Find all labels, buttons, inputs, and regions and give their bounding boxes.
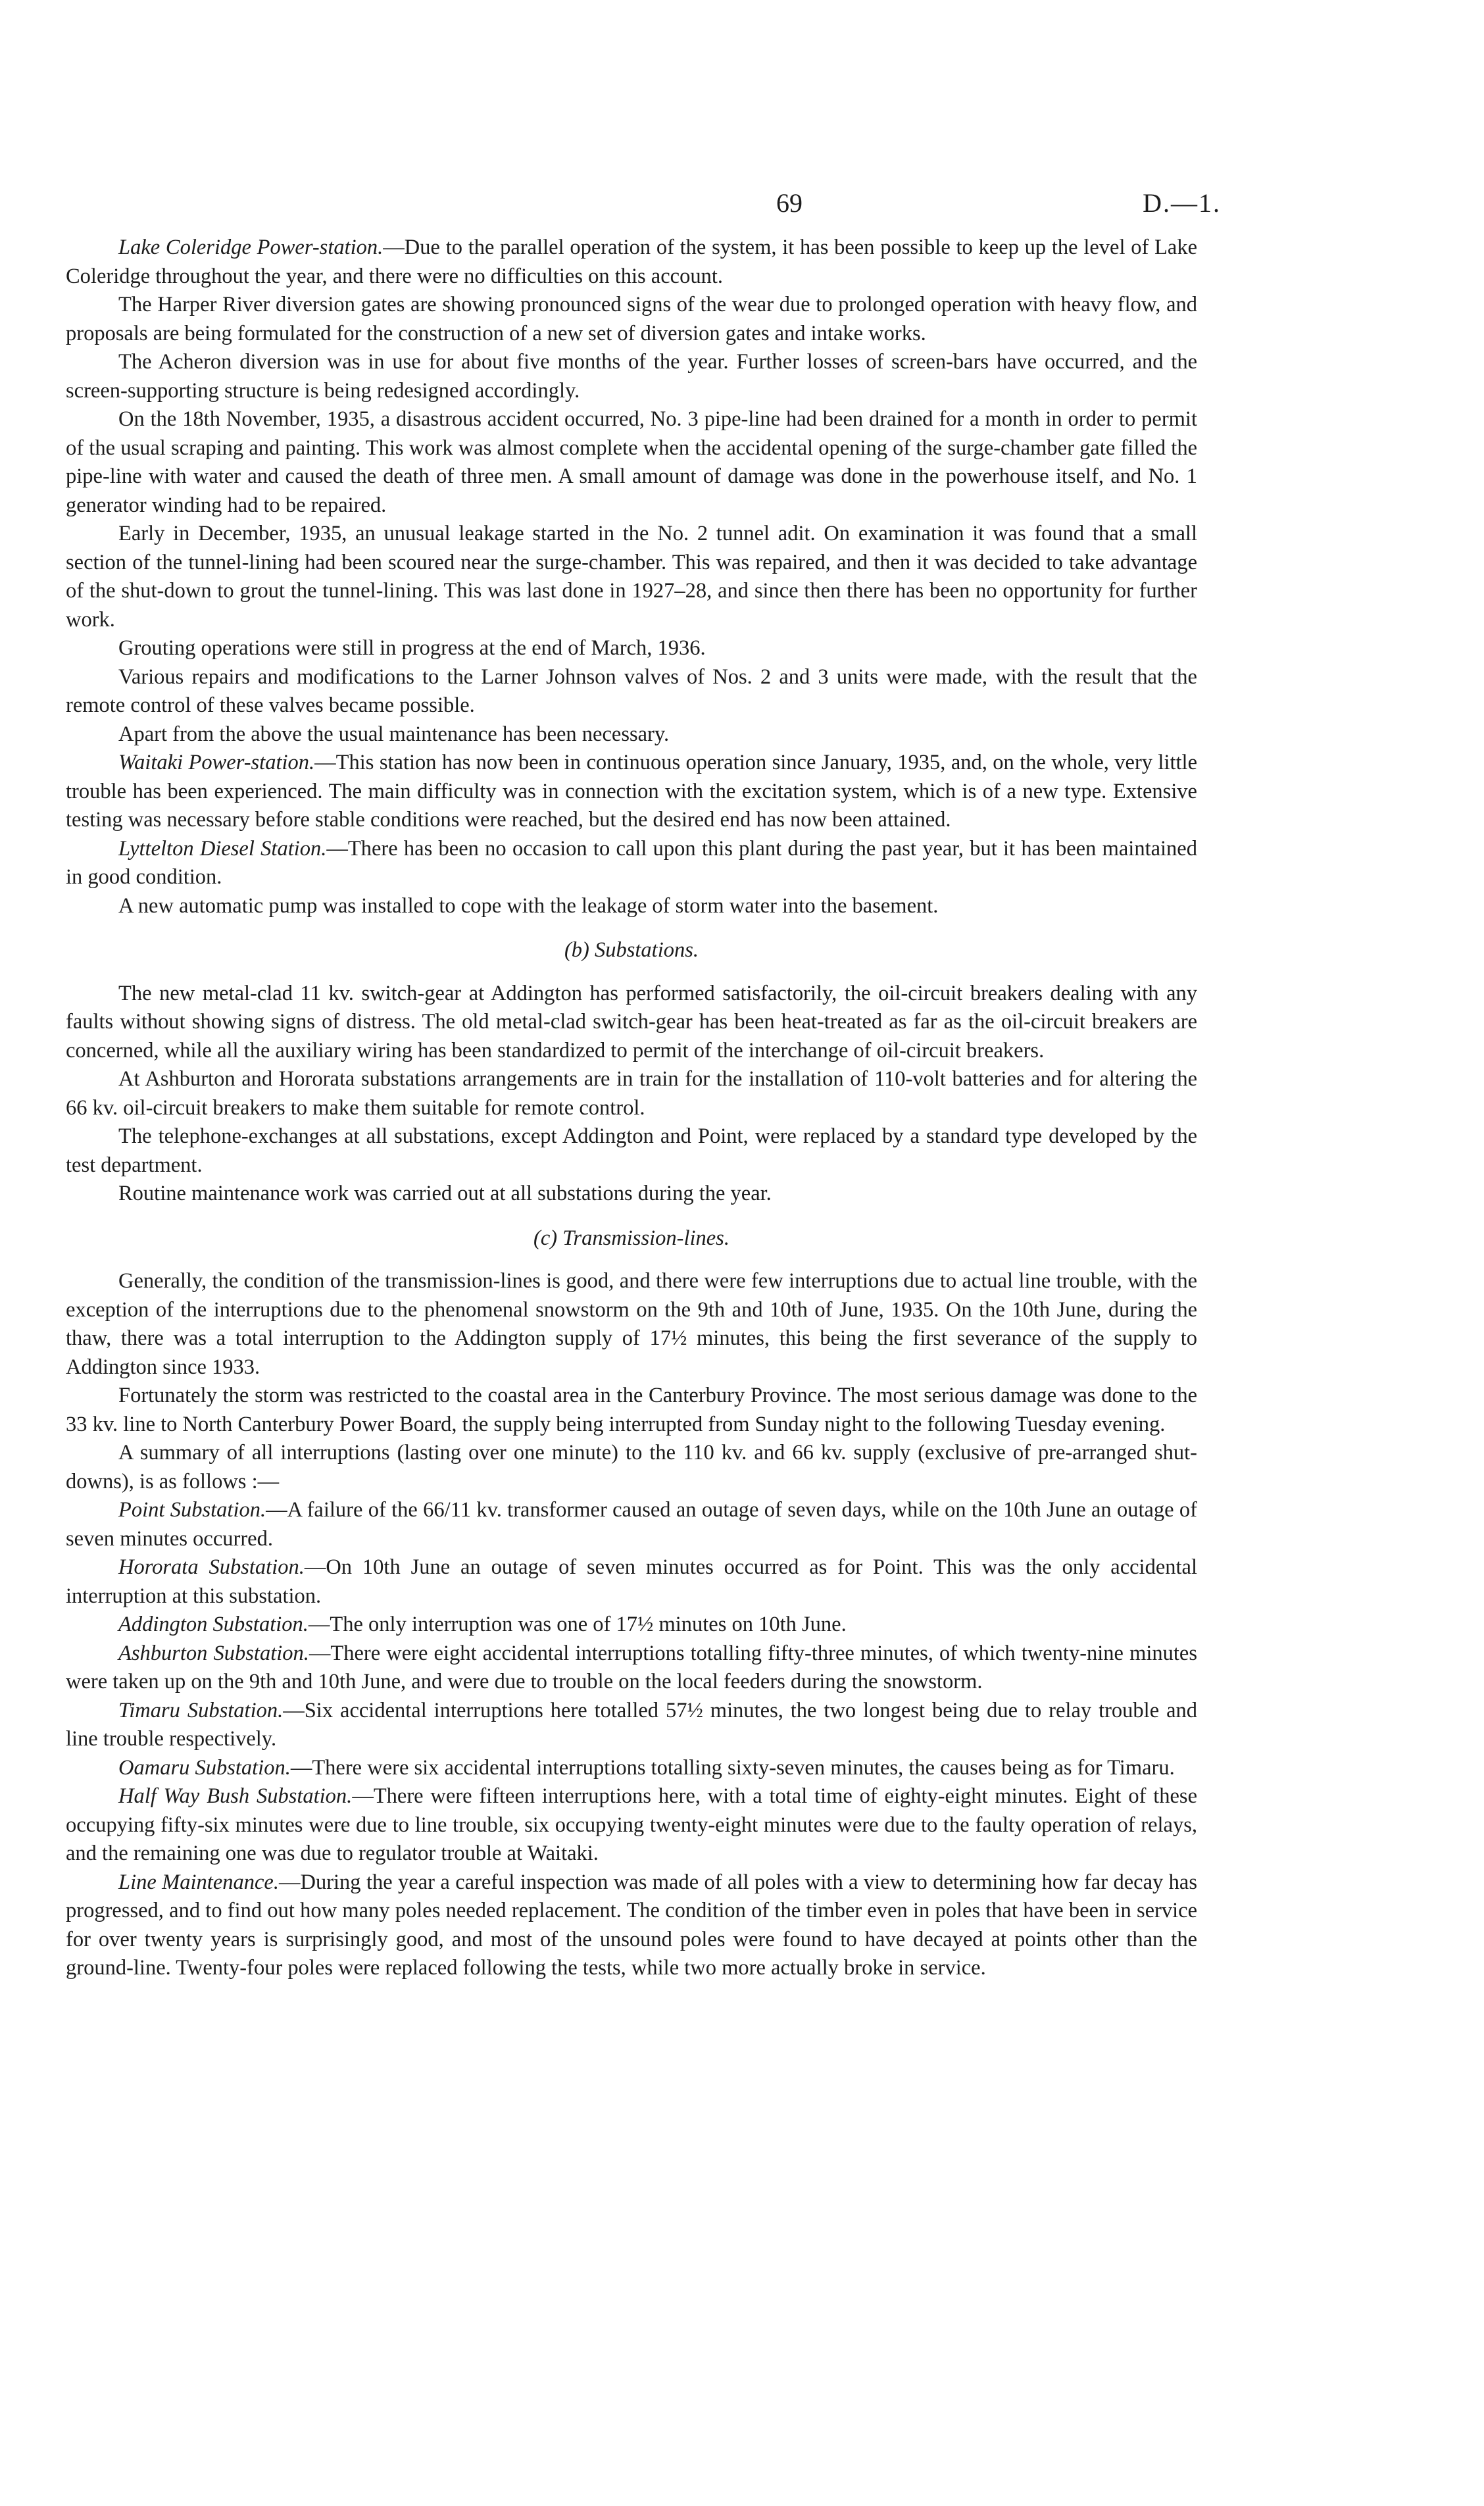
paragraph-text: The telephone-exchanges at all substations, except Addington and Point, were replaced by a standard type developed by the test department. [66, 1124, 1197, 1177]
paragraph-text: On the 18th November, 1935, a disastrous accident occurred, No. 3 pipe-line had been drained for a month in order to permit of the usual scraping and painting. This work was almost complete when the accidental opening of the surge-chamber gate filled the pipe-line with water and caused the death of three men. A small amount of damage was done in the powerhouse itself, and No. 1 generator winding had to be repaired. [66, 407, 1197, 517]
paragraph [66, 234, 1197, 291]
paragraph-text: Apart from the above the usual maintenance has been necessary. [118, 722, 670, 746]
paragraph-text: A summary of all interruptions (lasting over one minute) to the 110 kv. and 66 kv. supply (exclusive of pre-arranged shut-downs), is as follows :— [66, 1441, 1197, 1493]
paragraph [66, 720, 1197, 749]
paragraph [66, 348, 1197, 405]
paragraph-text: Early in December, 1935, an unusual leakage started in the No. 2 tunnel adit. On examination it was found that a small section of the tunnel-lining had been scoured near the surge-chamber. This was repaired, and then it was decided to take advantage of the shut-down to grout the tunnel-lining. This was last done in 1927–28, and since then there has been no opportunity for further work. [66, 522, 1197, 632]
paragraph-lead: Line Maintenance. [118, 1870, 279, 1894]
paragraph-text: —There were six accidental interruptions totalling sixty-seven minutes, the causes being as for Timaru. [290, 1755, 1175, 1780]
paragraph-lead: Lyttelton Diesel Station. [118, 836, 327, 861]
paragraph-text: —There were fifteen interruptions here, with a total time of eighty-eight minutes. Eight of these occupying fifty-six minutes were due to line trouble, six occupying twenty-eight minutes were due to the faulty operation of relays, and the remaining one was due to regulator trouble at Waitaki. [66, 1784, 1197, 1865]
paragraph-text: A new automatic pump was installed to cope with the leakage of storm water into the basement. [118, 893, 939, 918]
section-heading-substations: (b) Substations. [564, 938, 699, 962]
paragraph [66, 634, 1197, 663]
paragraph-text: —This station has now been in continuous operation since January, 1935, and, on the whole, very little trouble has been experienced. The main difficulty was in connection with the excitation system, which is of a new type. Extensive testing was necessary before stable conditions were reached, but the desired end has now been attained. [66, 751, 1197, 832]
paragraph [66, 980, 1197, 1066]
paragraph-text: —A failure of the 66/11 kv. transformer caused an outage of seven days, while on the 10th June an outage of seven minutes occurred. [66, 1498, 1197, 1551]
paragraph-text: —There has been no occasion to call upon this plant during the past year, but it has been maintained in good condition. [66, 836, 1197, 889]
paragraph-text: Various repairs and modifications to the Larner Johnson valves of Nos. 2 and 3 units were made, with the result that the remote control of these valves became possible. [66, 664, 1197, 717]
paragraph [66, 1868, 1197, 1983]
paragraph-lead: Oamaru Substation. [118, 1755, 291, 1780]
paragraph [66, 1122, 1197, 1180]
paragraph [66, 405, 1197, 520]
paragraph-lead: Half Way Bush Substation. [118, 1784, 353, 1808]
paragraph-text: Grouting operations were still in progress at the end of March, 1936. [118, 636, 706, 660]
paragraph-text: At Ashburton and Hororata substations arrangements are in train for the installation of 110-volt batteries and for altering the 66 kv. oil-circuit breakers to make them suitable for remote control. [66, 1067, 1197, 1120]
paragraph-lead: Timaru Substation. [118, 1698, 284, 1722]
paragraph [66, 1180, 1197, 1209]
paragraph-lead: Hororata Substation. [118, 1555, 305, 1579]
paragraph [66, 1611, 1197, 1640]
page-number: 69 [776, 188, 803, 218]
paragraph [66, 1065, 1197, 1122]
paragraph [66, 1496, 1197, 1553]
paragraph-text: —The only interruption was one of 17½ minutes on 10th June. [308, 1613, 847, 1636]
paragraph-lead: Lake Coleridge Power-station. [118, 236, 383, 259]
paragraph-text: Generally, the condition of the transmission-lines is good, and there were few interruptions due to actual line trouble, with the exception of the interruptions due to the phenomenal snowstorm on the 9th and 10th of June, 1935. On the 10th June, during the thaw, there was a total interruption to the Addington supply of 17½ minutes, this being the first severance of the supply to Addington since 1933. [66, 1269, 1197, 1379]
document-reference: D.—1. [1143, 188, 1221, 218]
paragraph [66, 835, 1197, 892]
paragraph-text: —On 10th June an outage of seven minutes occurred as for Point. This was the only accidental interruption at this substation. [66, 1555, 1197, 1608]
paragraph [66, 1697, 1197, 1754]
paragraph [66, 1782, 1197, 1868]
paragraph-lead: Point Substation. [118, 1498, 266, 1522]
paragraph-text: —There were eight accidental interruptions totalling fifty-three minutes, of which twenty-nine minutes were taken up on the 9th and 10th June, and were due to trouble on the local feeders during the snowstorm. [66, 1641, 1197, 1693]
paragraph-lead: Addington Substation. [118, 1613, 309, 1636]
paragraph [66, 892, 1197, 921]
document-body [66, 234, 1197, 1983]
paragraph-text: The new metal-clad 11 kv. switch-gear at Addington has performed satisfactorily, the oil-circuit breakers dealing with any faults without showing signs of distress. The old metal-clad switch-gear has been heat-treated as far as the oil-circuit breakers are concerned, while all the auxiliary wiring has been standardized to permit of the interchange of oil-circuit breakers. [66, 981, 1197, 1063]
paragraph-text: Routine maintenance work was carried out at all substations during the year. [118, 1182, 772, 1205]
paragraph-text: Fortunately the storm was restricted to the coastal area in the Canterbury Province. The most serious damage was done to the 33 kv. line to North Canterbury Power Board, the supply being interrupted from Sunday night to the following Tuesday evening. [66, 1384, 1197, 1436]
paragraph-lead: Waitaki Power-station. [118, 751, 315, 774]
paragraph [66, 749, 1197, 835]
paragraph-text: The Acheron diversion was in use for about five months of the year. Further losses of screen-bars have occurred, and the screen-supporting structure is being redesigned accordingly. [66, 350, 1197, 403]
paragraph [66, 291, 1197, 348]
paragraph [66, 1754, 1197, 1783]
paragraph-text: —Six accidental interruptions here totalled 57½ minutes, the two longest being due to relay trouble and line trouble respectively. [66, 1698, 1197, 1751]
paragraph [66, 1382, 1197, 1439]
paragraph [66, 663, 1197, 720]
paragraph [66, 1553, 1197, 1611]
paragraph [66, 1640, 1197, 1697]
page-header [0, 188, 1484, 227]
paragraph-lead: Ashburton Substation. [118, 1641, 309, 1665]
paragraph-text: —During the year a careful inspection was made of all poles with a view to determining how far decay has progressed, and to find out how many poles needed replacement. The condition of the timber even in poles that have been in service for over twenty years is surprisingly good, and most of the unsound poles were found to have decayed at points other than the ground-line. Twenty-four poles were replaced following the tests, while two more actually broke in service. [66, 1870, 1197, 1980]
paragraph-text: The Harper River diversion gates are showing pronounced signs of the wear due to prolonged operation with heavy flow, and proposals are being formulated for the construction of a new set of diversion gates and intake works. [66, 293, 1197, 345]
paragraph [66, 1439, 1197, 1496]
paragraph [66, 1267, 1197, 1382]
paragraph-text: —Due to the parallel operation of the system, it has been possible to keep up the level of Lake Coleridge throughout the year, and there were no difficulties on this account. [66, 236, 1198, 288]
section-heading-transmission-lines: (c) Transmission-lines. [533, 1226, 730, 1250]
paragraph [66, 520, 1197, 634]
